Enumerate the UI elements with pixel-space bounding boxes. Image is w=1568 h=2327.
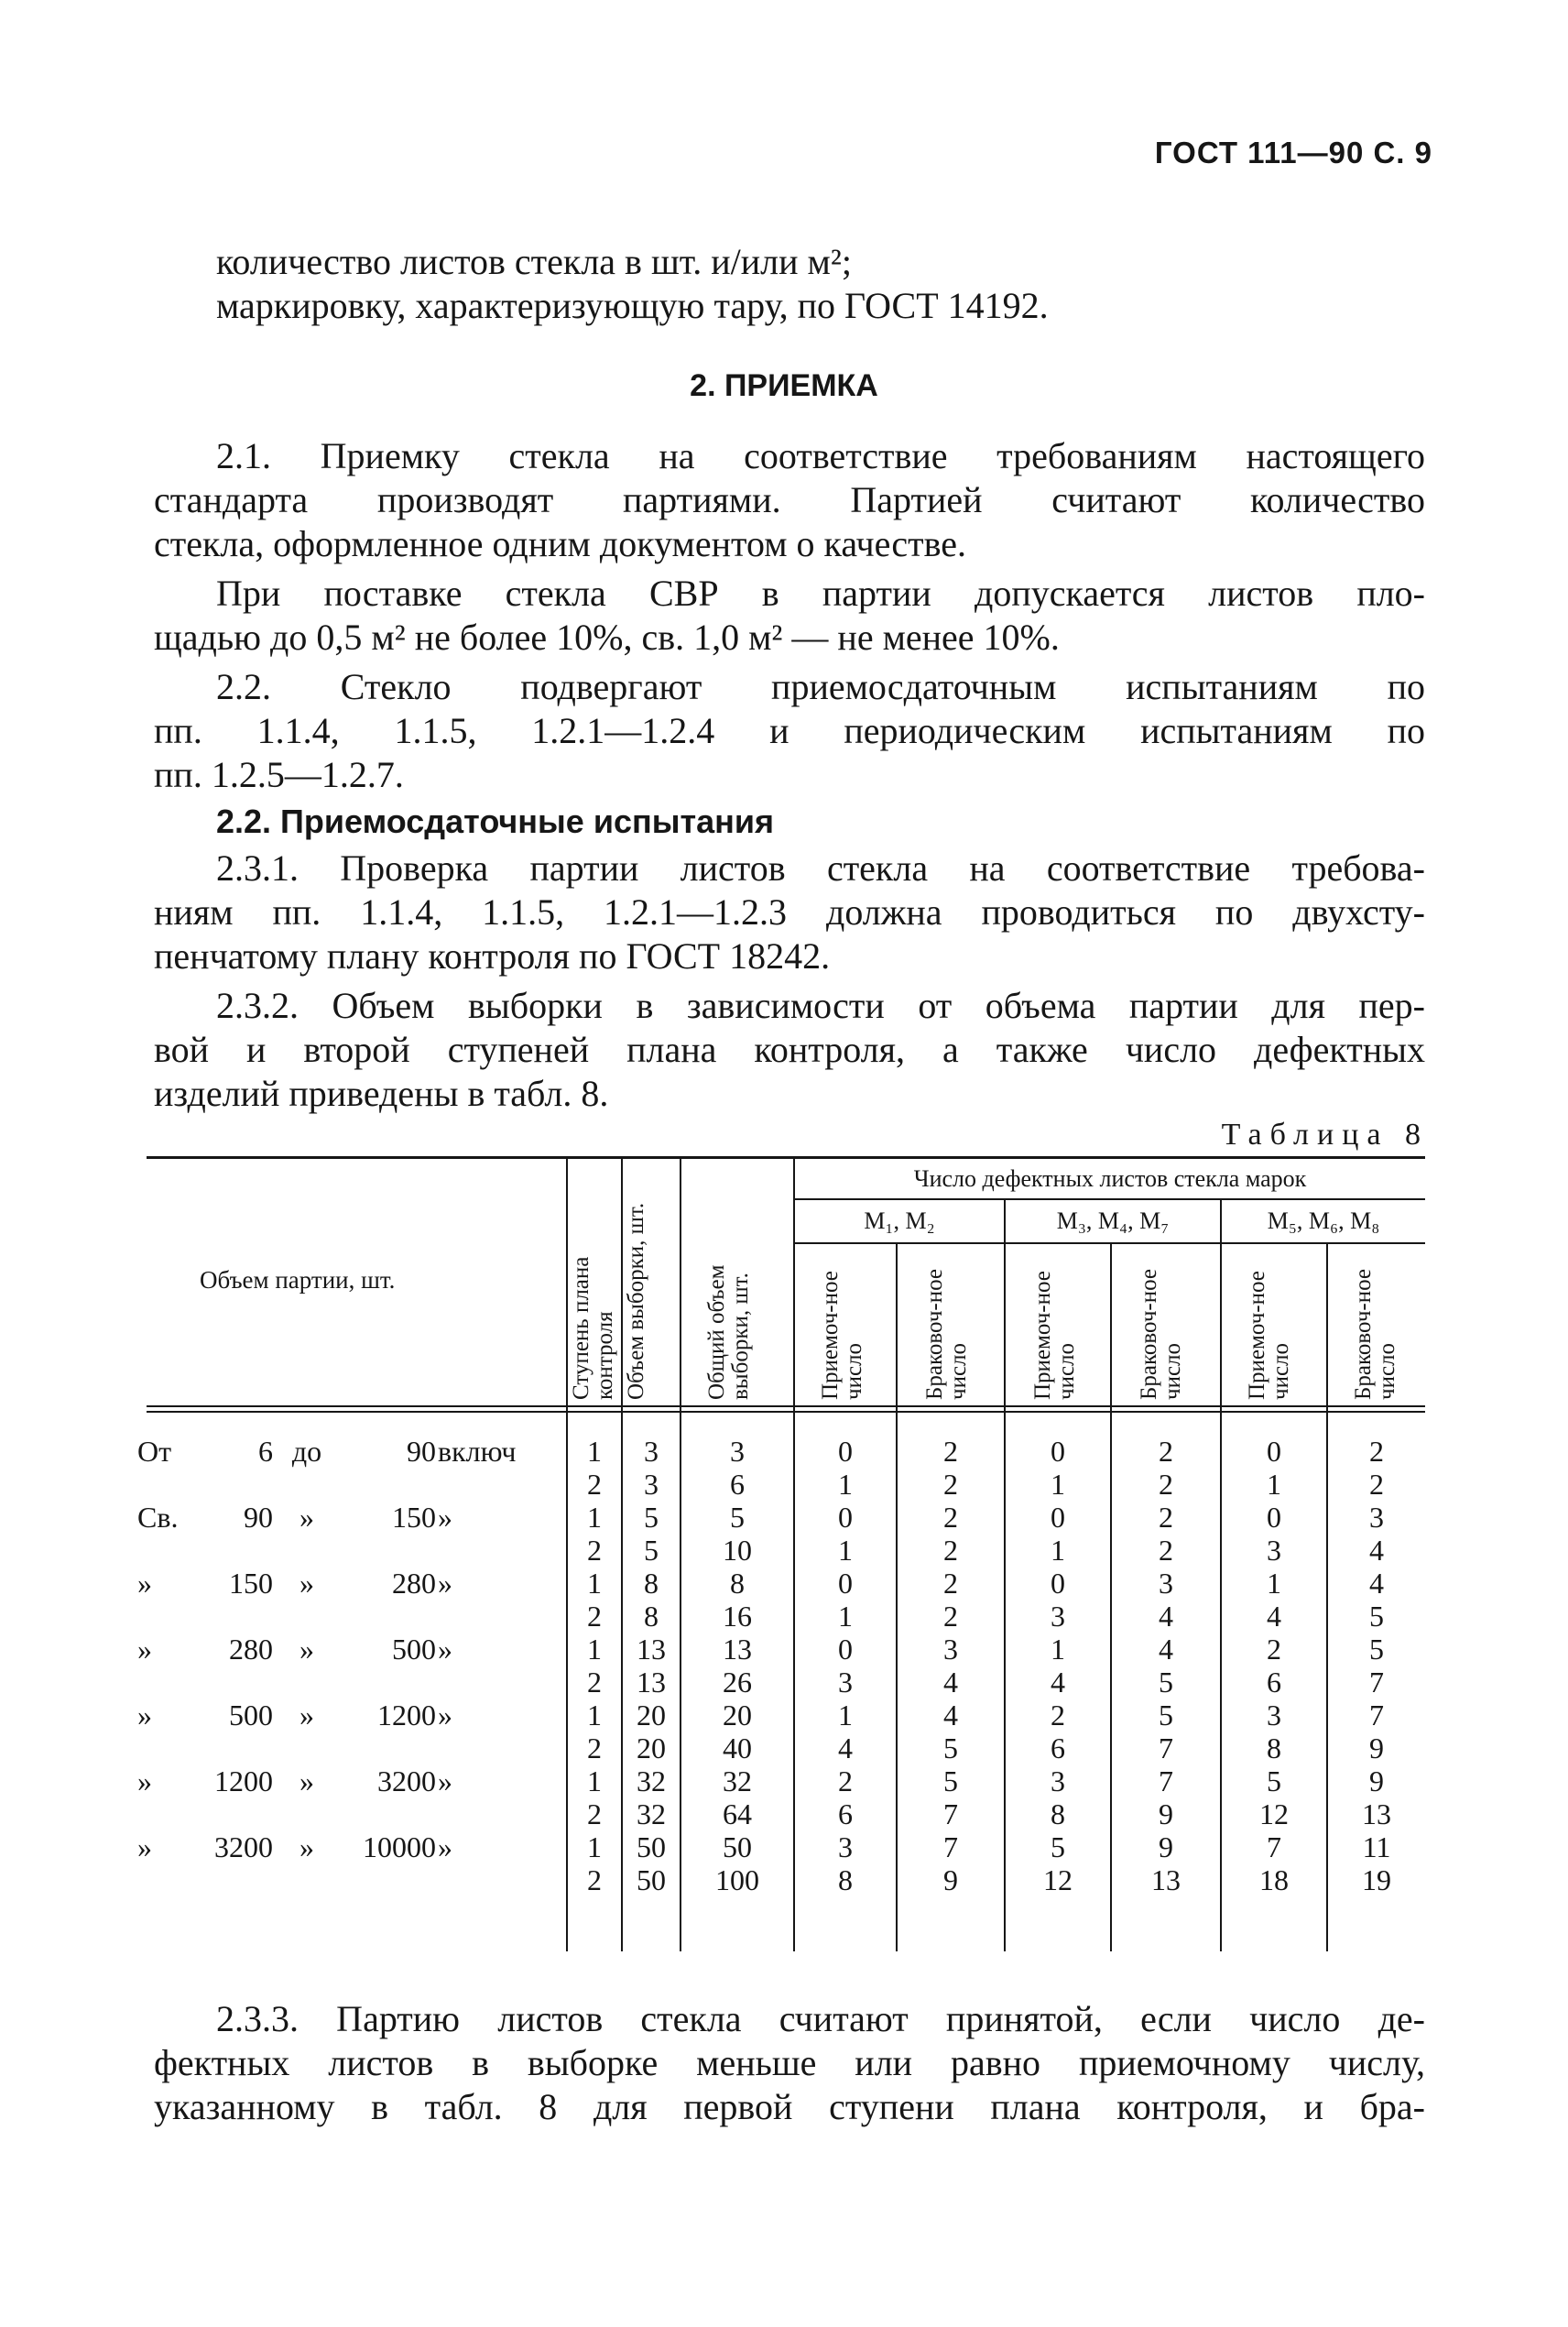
table-cell: 20 <box>637 1699 666 1732</box>
table-cell: 2 <box>587 1534 602 1567</box>
table-cell: 9 <box>1369 1732 1384 1764</box>
table-cell: 1 <box>838 1534 853 1567</box>
p21-line-1: 2.1. Приемку стекла на соответствие требованиям настоящего <box>216 435 1425 476</box>
p231-line-2: ниям пп. 1.1.4, 1.1.5, 1.2.1—1.2.3 должна проводиться по двухсту- <box>154 891 1425 933</box>
table-cell: 5 <box>1159 1666 1173 1699</box>
table-cell: 9 <box>1369 1764 1384 1797</box>
row-label-part: включ <box>438 1435 517 1468</box>
table-cell: 10 <box>723 1534 752 1567</box>
table-cell: 1 <box>587 1633 602 1666</box>
table-cell: 18 <box>1259 1863 1289 1896</box>
row-label-part: » <box>438 1501 452 1534</box>
g2-reject-header: Браковоч-ное число <box>1137 1269 1185 1400</box>
g1-reject-header: Браковоч-ное число <box>922 1269 971 1400</box>
table-cell: 20 <box>637 1732 666 1764</box>
table-cell: 19 <box>1362 1863 1391 1896</box>
table-cell: 1 <box>587 1830 602 1863</box>
table-cell: 64 <box>723 1797 752 1830</box>
row-label-part: » <box>438 1633 452 1666</box>
row-label-part: » <box>299 1830 314 1863</box>
table-cell: 5 <box>1267 1764 1281 1797</box>
table-cell: 3 <box>838 1830 853 1863</box>
table-cell: 3 <box>943 1633 958 1666</box>
page-header: ГОСТ 111—90 С. 9 <box>1154 136 1432 169</box>
g2-accept-header: Приемоч-ное число <box>1030 1271 1079 1400</box>
table-cell: 1 <box>587 1699 602 1732</box>
table-cell: 2 <box>1369 1468 1384 1501</box>
row-label-part: 10000 <box>363 1830 436 1863</box>
table-cell: 2 <box>1159 1435 1173 1468</box>
table-cell: 0 <box>1267 1501 1281 1534</box>
row-label-part: 150 <box>229 1567 273 1600</box>
table-cell: 3 <box>1267 1699 1281 1732</box>
table-cell: 2 <box>943 1600 958 1633</box>
row-label-part: » <box>137 1633 152 1666</box>
table-cell: 4 <box>1267 1600 1281 1633</box>
row-label-part: » <box>137 1699 152 1732</box>
table-cell: 9 <box>1159 1797 1173 1830</box>
p232-line-3: изделий приведены в табл. 8. <box>154 1073 609 1114</box>
intro-line-2: маркировку, характеризующую тару, по ГОСТ 14192. <box>216 285 1049 326</box>
table-cell: 2 <box>1159 1534 1173 1567</box>
p233-line-2: фектных листов в выборке меньше или равно приемочному числу, <box>154 2042 1425 2083</box>
table-cell: 1 <box>587 1435 602 1468</box>
table-cell: 7 <box>1369 1699 1384 1732</box>
p231-line-1: 2.3.1. Проверка партии листов стекла на соответствие требова- <box>216 847 1425 889</box>
table-cell: 1 <box>1267 1468 1281 1501</box>
group-1-header: M₁, M₂ <box>864 1207 935 1234</box>
table-cell: 0 <box>838 1633 853 1666</box>
table-cell: 11 <box>1362 1830 1391 1863</box>
table-cell: 13 <box>1362 1797 1391 1830</box>
table-cell: 2 <box>943 1567 958 1600</box>
table-cell: 6 <box>1051 1732 1065 1764</box>
col-total-header: Общий объем выборки, шт. <box>704 1264 753 1400</box>
row-label-part: Св. <box>137 1501 179 1534</box>
table-cell: 0 <box>1051 1567 1065 1600</box>
table-cell: 2 <box>943 1435 958 1468</box>
table-cell: 2 <box>587 1732 602 1764</box>
table-cell: 1 <box>587 1501 602 1534</box>
table-cell: 5 <box>943 1732 958 1764</box>
table-cell: 50 <box>637 1863 666 1896</box>
row-label-part: » <box>299 1567 314 1600</box>
table-cell: 6 <box>1267 1666 1281 1699</box>
table-cell: 5 <box>1369 1633 1384 1666</box>
table-cell: 2 <box>943 1534 958 1567</box>
table-cell: 2 <box>1159 1468 1173 1501</box>
row-label-part: 6 <box>258 1435 273 1468</box>
table-cell: 5 <box>943 1764 958 1797</box>
row-label-part: » <box>438 1567 452 1600</box>
table-cell: 4 <box>1051 1666 1065 1699</box>
row-label-part: 150 <box>392 1501 436 1534</box>
row-label-part: 1200 <box>377 1699 436 1732</box>
table-cell: 5 <box>1159 1699 1173 1732</box>
g3-accept-header: Приемоч-ное число <box>1245 1271 1293 1400</box>
table-cell: 0 <box>838 1567 853 1600</box>
table-cell: 5 <box>730 1501 745 1534</box>
table-cell: 2 <box>587 1600 602 1633</box>
group-2-header: M₃, M₄, M₇ <box>1056 1207 1170 1234</box>
row-label-part: 90 <box>244 1501 273 1534</box>
table-cell: 50 <box>637 1830 666 1863</box>
table-cell: 2 <box>587 1468 602 1501</box>
intro-line-1: количество листов стекла в шт. и/или м²; <box>216 241 852 282</box>
table-cell: 2 <box>1159 1501 1173 1534</box>
table-cell: 0 <box>1267 1435 1281 1468</box>
table-cell: 8 <box>730 1567 745 1600</box>
p21-line-3: стекла, оформленное одним документом о качестве. <box>154 523 967 564</box>
table-cell: 0 <box>1051 1435 1065 1468</box>
table-cell: 4 <box>943 1699 958 1732</box>
table-cell: 3 <box>1369 1501 1384 1534</box>
p21b-line-1: При поставке стекла СВР в партии допускается листов пло- <box>216 573 1425 614</box>
table-cell: 4 <box>1369 1567 1384 1600</box>
table-cell: 40 <box>723 1732 752 1764</box>
col-party-header: Объем партии, шт. <box>200 1266 396 1294</box>
p21-line-2: стандарта производят партиями. Партией считают количество <box>154 479 1425 520</box>
row-label-part: » <box>438 1764 452 1797</box>
table-cell: 20 <box>723 1699 752 1732</box>
table-cell: 9 <box>943 1863 958 1896</box>
row-label-part: 500 <box>229 1699 273 1732</box>
table-cell: 3 <box>730 1435 745 1468</box>
table-cell: 5 <box>644 1501 659 1534</box>
table-cell: 8 <box>1051 1797 1065 1830</box>
table-cell: 13 <box>1151 1863 1181 1896</box>
g1-accept-header: Приемоч-ное число <box>818 1271 866 1400</box>
p21b-line-2: щадью до 0,5 м² не более 10%, св. 1,0 м² — не менее 10%. <box>154 617 1060 658</box>
row-label-part: 280 <box>392 1567 436 1600</box>
row-label-part: 280 <box>229 1633 273 1666</box>
table-cell: 4 <box>1159 1600 1173 1633</box>
table-cell: 13 <box>723 1633 752 1666</box>
table-cell: 4 <box>943 1666 958 1699</box>
table-cell: 6 <box>730 1468 745 1501</box>
row-label-part: » <box>299 1633 314 1666</box>
table-cell: 8 <box>644 1600 659 1633</box>
row-label-part: » <box>299 1501 314 1534</box>
table-cell: 32 <box>723 1764 752 1797</box>
table-cell: 3 <box>1267 1534 1281 1567</box>
table-cell: 1 <box>1051 1468 1065 1501</box>
table-cell: 7 <box>943 1830 958 1863</box>
table-cell: 5 <box>1369 1600 1384 1633</box>
table-cell: 3 <box>1051 1600 1065 1633</box>
table-cell: 8 <box>644 1567 659 1600</box>
header-bottom-rule-2 <box>147 1411 1425 1413</box>
table-cell: 12 <box>1043 1863 1073 1896</box>
table-cell: 1 <box>838 1600 853 1633</box>
table-cell: 9 <box>1159 1830 1173 1863</box>
table-cell: 3 <box>1159 1567 1173 1600</box>
defects-title: Число дефектных листов стекла марок <box>913 1165 1307 1192</box>
col-sample-header: Объем выборки, шт. <box>624 1202 648 1400</box>
row-label-part: 500 <box>392 1633 436 1666</box>
table-cell: 2 <box>587 1666 602 1699</box>
table-cell: 26 <box>723 1666 752 1699</box>
table-cell: 16 <box>723 1600 752 1633</box>
table-cell: 2 <box>943 1501 958 1534</box>
table-cell: 0 <box>1051 1501 1065 1534</box>
table-cell: 7 <box>1267 1830 1281 1863</box>
table-top-rule <box>147 1156 1425 1159</box>
row-label-part: 3200 <box>214 1830 273 1863</box>
row-label-part: » <box>438 1699 452 1732</box>
table-cell: 5 <box>1051 1830 1065 1863</box>
defects-title-rule <box>794 1198 1425 1200</box>
p22-line-2: пп. 1.1.4, 1.1.5, 1.2.1—1.2.4 и периодическим испытаниям по <box>154 710 1425 751</box>
section-title: 2. ПРИЕМКА <box>690 368 878 403</box>
table-cell: 100 <box>715 1863 759 1896</box>
table-cell: 1 <box>1267 1567 1281 1600</box>
table-cell: 7 <box>1369 1666 1384 1699</box>
row-label-part: » <box>137 1764 152 1797</box>
p233-line-3: указанному в табл. 8 для первой ступени плана контроля, и бра- <box>154 2086 1425 2127</box>
table-cell: 4 <box>838 1732 853 1764</box>
p233-line-1: 2.3.3. Партию листов стекла считают принятой, если число де- <box>216 1998 1425 2039</box>
table-cell: 50 <box>723 1830 752 1863</box>
table-cell: 3 <box>838 1666 853 1699</box>
p231-line-3: пенчатому плану контроля по ГОСТ 18242. <box>154 935 831 977</box>
table-cell: 2 <box>587 1797 602 1830</box>
table-cell: 0 <box>838 1435 853 1468</box>
table-cell: 7 <box>943 1797 958 1830</box>
p232-line-1: 2.3.2. Объем выборки в зависимости от объема партии для пер- <box>216 985 1425 1026</box>
row-label-part: » <box>137 1830 152 1863</box>
table-cell: 2 <box>1369 1435 1384 1468</box>
table-cell: 0 <box>838 1501 853 1534</box>
table-cell: 1 <box>587 1567 602 1600</box>
table-cell: 12 <box>1259 1797 1289 1830</box>
table-cell: 13 <box>637 1666 666 1699</box>
row-label-part: 3200 <box>377 1764 436 1797</box>
group-3-header: M₅, M₆, M₈ <box>1267 1207 1380 1234</box>
row-label-part: От <box>137 1435 172 1468</box>
table-caption: Таблица 8 <box>1221 1118 1429 1152</box>
table-cell: 1 <box>1051 1633 1065 1666</box>
col-stage-header: Ступень плана контроля <box>569 1256 617 1400</box>
table-cell: 1 <box>838 1468 853 1501</box>
table-cell: 6 <box>838 1797 853 1830</box>
table-cell: 1 <box>587 1764 602 1797</box>
table-cell: 7 <box>1159 1764 1173 1797</box>
p22-line-1: 2.2. Стекло подвергают приемосдаточным испытаниям по <box>216 666 1425 707</box>
table-cell: 8 <box>838 1863 853 1896</box>
table-cell: 7 <box>1159 1732 1173 1764</box>
table-cell: 2 <box>838 1764 853 1797</box>
row-label-part: 90 <box>407 1435 436 1468</box>
row-label-part: » <box>299 1699 314 1732</box>
table-cell: 13 <box>637 1633 666 1666</box>
table-cell: 5 <box>644 1534 659 1567</box>
table-cell: 1 <box>838 1699 853 1732</box>
table-cell: 3 <box>1051 1764 1065 1797</box>
table-cell: 32 <box>637 1797 666 1830</box>
p232-line-2: вой и второй ступеней плана контроля, а также число дефектных <box>154 1029 1425 1070</box>
table-cell: 2 <box>1051 1699 1065 1732</box>
row-label-part: до <box>291 1435 322 1468</box>
row-label-part: » <box>299 1764 314 1797</box>
row-label-part: » <box>137 1567 152 1600</box>
row-label-part: 1200 <box>214 1764 273 1797</box>
table-cell: 3 <box>644 1468 659 1501</box>
g3-reject-header: Браковоч-ное число <box>1351 1269 1399 1400</box>
table-cell: 4 <box>1159 1633 1173 1666</box>
table-cell: 3 <box>644 1435 659 1468</box>
table-cell: 2 <box>943 1468 958 1501</box>
table-cell: 2 <box>1267 1633 1281 1666</box>
table-cell: 4 <box>1369 1534 1384 1567</box>
table-cell: 8 <box>1267 1732 1281 1764</box>
p22-line-3: пп. 1.2.5—1.2.7. <box>154 754 404 795</box>
table-cell: 2 <box>587 1863 602 1896</box>
row-label-part: » <box>438 1830 452 1863</box>
table-cell: 1 <box>1051 1534 1065 1567</box>
table-cell: 32 <box>637 1764 666 1797</box>
header-bottom-rule-1 <box>147 1405 1425 1407</box>
subsection-title: 2.2. Приемосдаточные испытания <box>216 803 774 840</box>
